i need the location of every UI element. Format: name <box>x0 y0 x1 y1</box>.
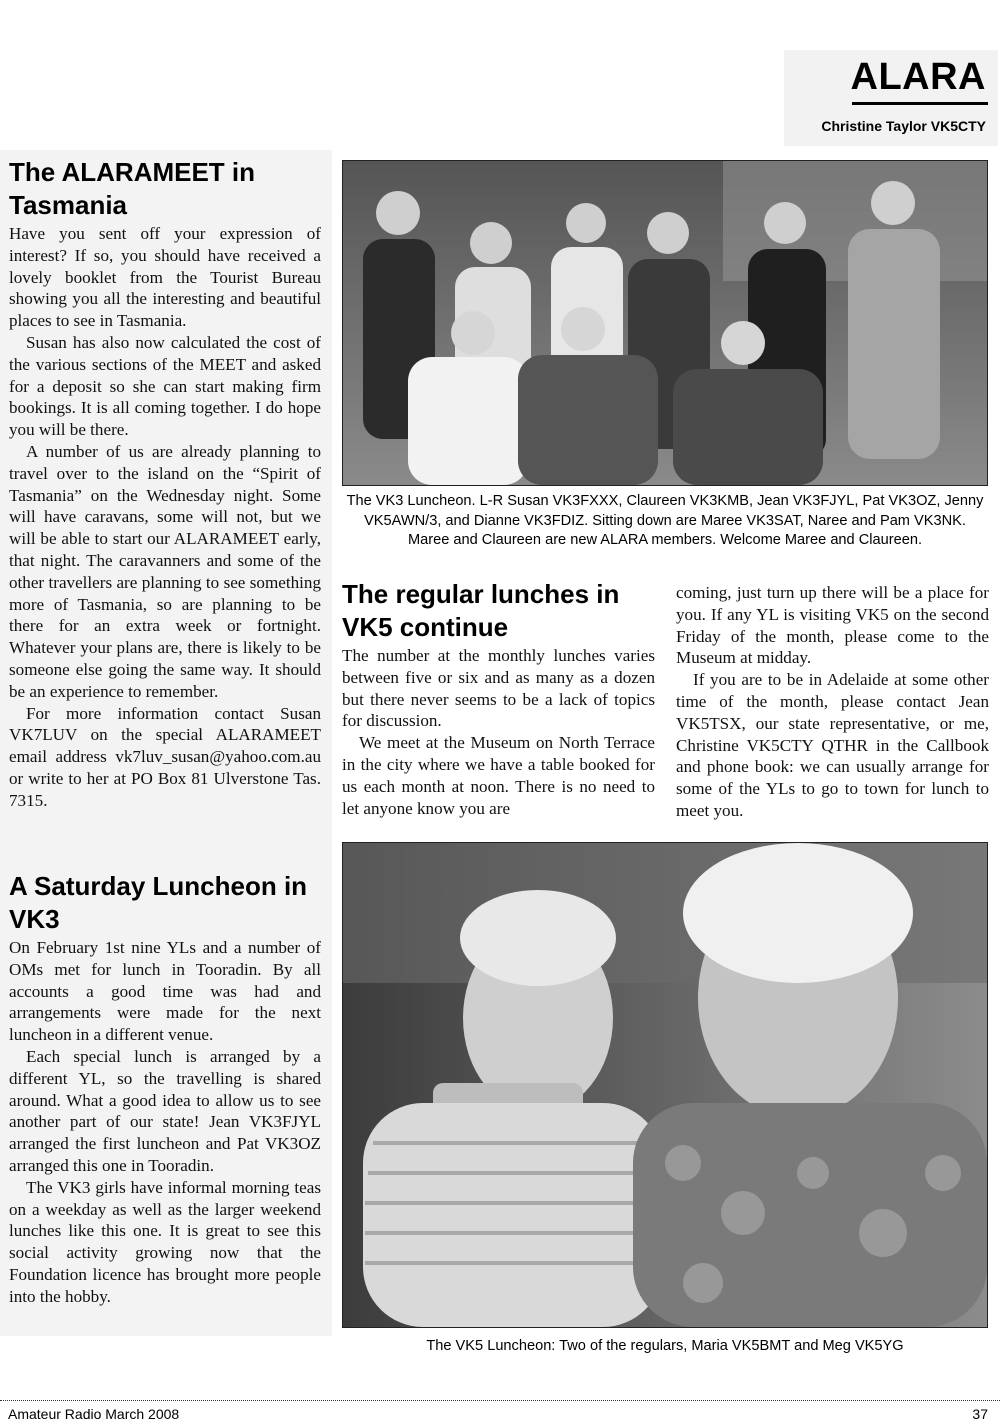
column-author: Christine Taylor VK5CTY <box>821 118 986 134</box>
vk3-photo-caption: The VK3 Luncheon. L-R Susan VK3FXXX, Claureen VK3KMB, Jean VK3FJYL, Pat VK3OZ, Jenny VK5AWN/3, and Dianne VK3FDIZ. Sitting down are Maree VK3SAT, Naree and Pam VK3NK. Maree and Claureen are new ALARA members. Welcome Maree and Claureen. <box>346 493 984 548</box>
column-title-rule <box>852 102 988 105</box>
article-saturday-luncheon <box>9 870 321 1308</box>
paragraph: coming, just turn up there will be a place for you. If any YL is visiting VK5 on the second Friday of the month, please come to the Museum at midday. <box>676 583 989 668</box>
paragraph: For more information contact Susan VK7LUV on the special ALARAMEET email address vk7luv_susan@yahoo.com.au or write to her at PO Box 81 Ulverstone Tas. 7315. <box>9 703 321 810</box>
article-body-column-1 <box>342 645 655 819</box>
article-body-column-2 <box>676 582 989 822</box>
paragraph: If you are to be in Adelaide at some other time of the month, please contact Jean VK5TSX, our state representative, or me, Christine VK5CTY QTHR in the Callbook and phone book: we can usually arrange for some of the YLs to go to town for lunch to meet you. <box>676 670 989 820</box>
paragraph: The VK3 girls have informal morning teas on a weekday as well as the larger weekend lunches like this one. It is great to see this social activity growing now that the Foundation licence has brought more people into the hobby. <box>9 1177 321 1306</box>
left-column <box>0 150 332 1336</box>
paragraph: Each special lunch is arranged by a different YL, so the travelling is shared around. What a good idea to allow us to see another part of our state! Jean VK3FJYL arranged the first luncheon and Pat VK3OZ arranged this one in Tooradin. <box>9 1046 321 1175</box>
column-header <box>784 50 998 146</box>
footer-rule <box>0 1400 1000 1401</box>
paragraph: A number of us are already planning to travel over to the island on the “Spirit of Tasmania” on the Wednesday night. Some will have caravans, some will not, but we will be able to start our ALARAMEET early, that night. The caravanners and some of the other travellers are planning to see something more of Tasmania, so are planning to be there for an extra week or fortnight. Whatever your plans are, there is likely to be someone else going the same way. It should be an experience to remember. <box>9 441 321 701</box>
article-headline: The regular lunches in VK5 continue <box>342 579 620 642</box>
column-title: ALARA <box>850 56 986 98</box>
paragraph: Have you sent off your expression of interest? If so, you should have received a lovely booklet from the Tourist Bureau showing you all the interesting and beautiful places to see in Tasmania. <box>9 224 321 331</box>
paragraph: The number at the monthly lunches varies between five or six and as many as a dozen but there never seems to be a lack of topics for discussion. <box>342 646 655 731</box>
vk3-luncheon-photo <box>342 160 988 486</box>
portrait-photo-icon <box>343 843 987 1327</box>
footer-page-number: 37 <box>972 1406 988 1422</box>
group-photo-icon <box>343 161 987 485</box>
article-body <box>9 223 321 812</box>
article-headline: A Saturday Luncheon in VK3 <box>9 871 308 934</box>
paragraph: Susan has also now calculated the cost of the various sections of the MEET and asked for a deposit so she can start making firm bookings. It is all coming together. I do hope you will be there. <box>9 332 321 440</box>
article-body <box>9 937 321 1308</box>
vk5-photo-caption: The VK5 Luncheon: Two of the regulars, Maria VK5BMT and Meg VK5YG <box>426 1338 904 1354</box>
footer-publication: Amateur Radio March 2008 <box>8 1406 180 1422</box>
article-alarameet <box>9 156 321 812</box>
paragraph: On February 1st nine YLs and a number of OMs met for lunch in Tooradin. By all accounts a good time was had and arrangements were made for the next luncheon in a different venue. <box>9 938 321 1045</box>
article-vk5-lunches <box>342 578 655 819</box>
article-vk5-column-2 <box>676 582 989 822</box>
vk5-luncheon-photo <box>342 842 988 1328</box>
paragraph: We meet at the Museum on North Terrace in the city where we have a table booked for us each month at noon. There is no need to let anyone know you are <box>342 733 655 818</box>
article-headline: The ALARAMEET in Tasmania <box>9 157 256 220</box>
